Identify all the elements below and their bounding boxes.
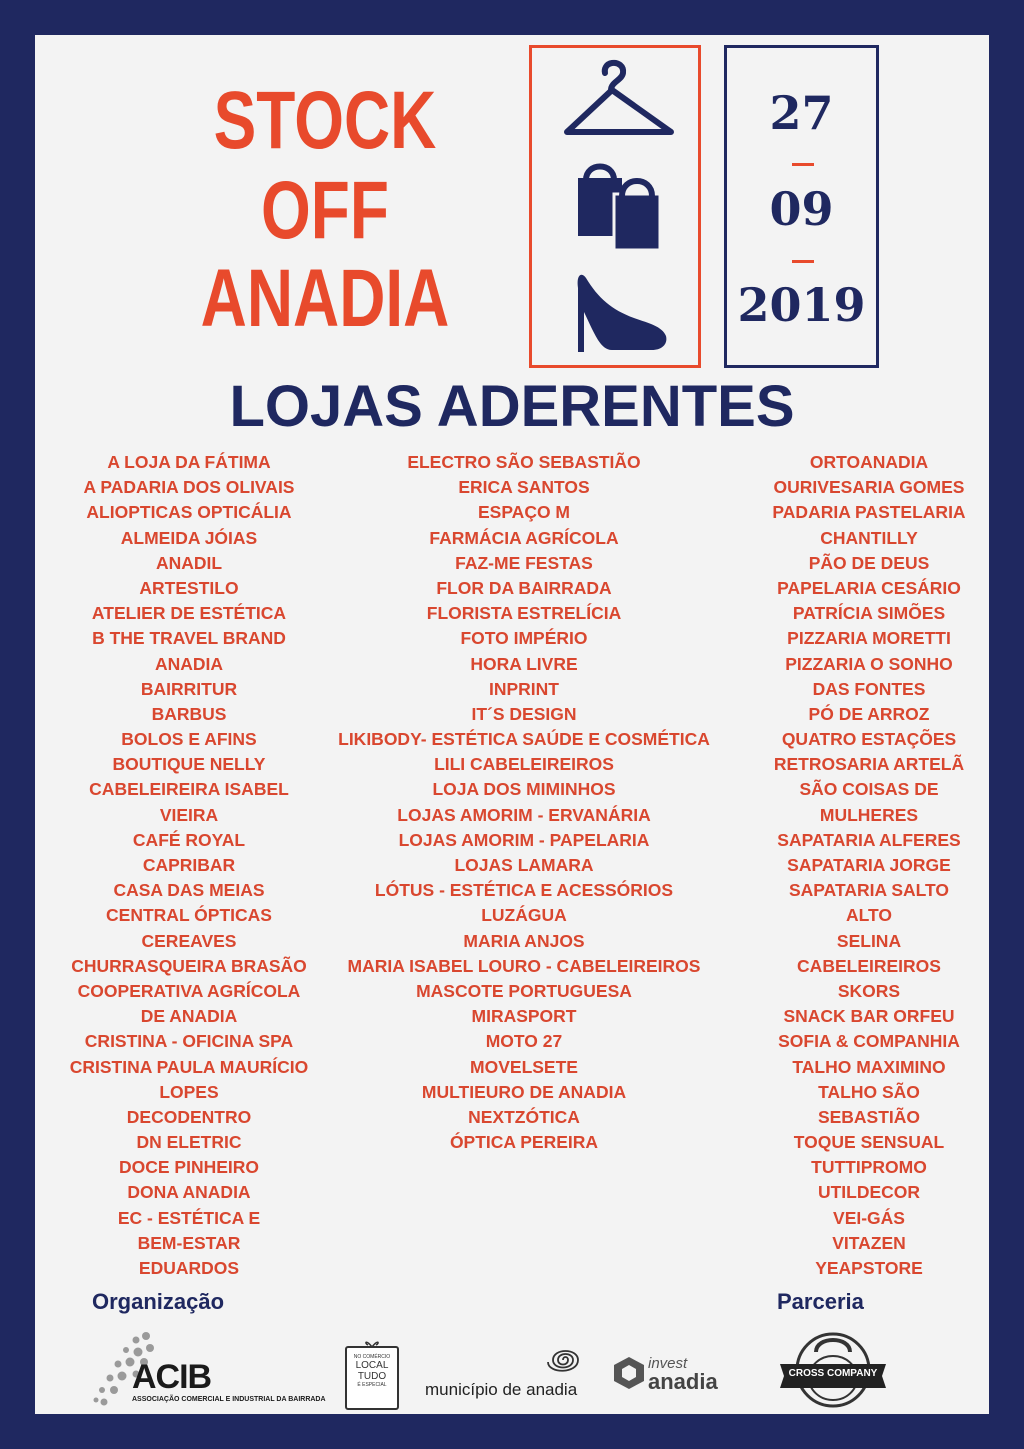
store-item: CRISTINA PAULA MAURÍCIO — [69, 1056, 309, 1077]
store-item: CABELEIREIROS — [797, 955, 941, 976]
store-item: EC - ESTÉTICA E — [117, 1207, 261, 1228]
store-item: LOPES — [159, 1081, 219, 1102]
date-separator — [792, 163, 814, 166]
store-item: PÃO DE DEUS — [808, 552, 930, 573]
date-month: 09 — [769, 182, 834, 236]
title-line-2: OFF — [261, 165, 389, 256]
store-item: BEM-ESTAR — [137, 1232, 241, 1253]
date-day: 27 — [769, 86, 834, 140]
store-item: SNACK BAR ORFEU — [783, 1006, 955, 1027]
store-item: DOCE PINHEIRO — [118, 1157, 260, 1178]
store-item: LILI CABELEIREIROS — [434, 754, 614, 775]
store-item: LIKIBODY- ESTÉTICA SAÚDE E COSMÉTICA — [338, 729, 710, 750]
date-year: 2019 — [737, 278, 866, 332]
store-item: SOFIA & COMPANHIA — [778, 1031, 960, 1052]
shopping-bags-icon — [578, 167, 660, 251]
invest-word: invest — [648, 1355, 688, 1372]
cross-company-name: CROSS COMPANY — [788, 1368, 878, 1379]
high-heel-shoe-icon — [578, 275, 667, 352]
store-item: SAPATARIA ALFERES — [777, 829, 961, 850]
icon-panel — [529, 45, 701, 368]
store-item: EDUARDOS — [138, 1258, 240, 1278]
store-item: VIEIRA — [159, 804, 219, 825]
acib-subtitle: ASSOCIAÇÃO COMERCIAL E INDUSTRIAL DA BAIRRADA — [132, 1396, 326, 1403]
store-item: BOUTIQUE NELLY — [112, 754, 266, 775]
store-item: SELINA — [836, 930, 902, 951]
acib-logo — [92, 1330, 332, 1408]
store-item: ELECTRO SÃO SEBASTIÃO — [407, 452, 641, 472]
store-item: VITAZEN — [832, 1232, 906, 1253]
store-item: PIZZARIA O SONHO — [785, 653, 953, 674]
store-item: DECODENTRO — [126, 1106, 252, 1127]
store-item: TOQUE SENSUAL — [793, 1132, 945, 1153]
store-item: B THE TRAVEL BRAND — [92, 628, 286, 649]
store-item: IT´S DESIGN — [471, 703, 577, 724]
invest-anadia-logo — [612, 1355, 727, 1400]
store-item: ANADIL — [155, 552, 223, 573]
store-item: MARIA ISABEL LOURO - CABELEIREIROS — [347, 955, 701, 976]
store-item: MULHERES — [819, 804, 919, 825]
store-item: OURIVESARIA GOMES — [773, 477, 965, 498]
store-item: TUTTIPROMO — [811, 1157, 927, 1178]
store-item: MASCOTE PORTUGUESA — [416, 980, 632, 1001]
store-item: PIZZARIA MORETTI — [787, 628, 951, 649]
cube-icon — [612, 1355, 646, 1391]
store-item: ATELIER DE ESTÉTICA — [91, 603, 287, 624]
store-item: A PADARIA DOS OLIVAIS — [83, 477, 295, 498]
hanger-icon — [567, 63, 671, 132]
store-item: SAPATARIA SALTO — [788, 880, 950, 901]
store-item: DONA ANADIA — [127, 1182, 251, 1203]
local-tag-line4: É ESPECIAL — [357, 1382, 387, 1388]
store-item: ALMEIDA JÓIAS — [120, 527, 258, 548]
store-item: CHURRASQUEIRA BRASÃO — [71, 955, 307, 976]
store-item: ERICA SANTOS — [458, 477, 590, 498]
store-item: BOLOS E AFINS — [121, 729, 257, 750]
store-item: ÓPTICA PEREIRA — [449, 1132, 599, 1153]
local-tag-line3: TUDO — [357, 1371, 387, 1382]
store-item: CAFÉ ROYAL — [132, 829, 246, 850]
store-item: SKORS — [837, 980, 901, 1001]
acib-name: ACIB — [132, 1358, 212, 1396]
store-item: MOVELSETE — [470, 1056, 578, 1077]
store-item: MULTIEURO DE ANADIA — [421, 1081, 627, 1102]
store-item: INPRINT — [489, 678, 559, 699]
store-item: FLOR DA BAIRRADA — [436, 577, 612, 598]
date-panel — [724, 45, 879, 368]
store-item: PAPELARIA CESÁRIO — [777, 577, 961, 598]
spiral-icon — [540, 1340, 586, 1380]
store-item: MOTO 27 — [485, 1031, 563, 1052]
store-item: DE ANADIA — [140, 1006, 238, 1027]
store-item: CAPRIBAR — [142, 855, 236, 875]
ribbon-icon — [364, 1339, 380, 1347]
store-item: ALIOPTICAS OPTICÁLIA — [86, 502, 292, 523]
store-item: UTILDECOR — [817, 1182, 921, 1203]
store-item: CHANTILLY — [820, 527, 918, 548]
store-item: PADARIA PASTELARIA — [772, 502, 966, 523]
store-item: YEAPSTORE — [815, 1258, 923, 1278]
store-item: MIRASPORT — [471, 1006, 577, 1027]
date-separator — [792, 260, 814, 263]
store-item: CRISTINA - OFICINA SPA — [84, 1031, 294, 1052]
store-item: ESPAÇO M — [477, 502, 571, 523]
store-item: HORA LIVRE — [470, 653, 578, 674]
stores-column-1 — [44, 450, 334, 1281]
cross-company-logo — [778, 1330, 888, 1410]
store-item: NEXTZÓTICA — [468, 1106, 580, 1127]
store-item: SAPATARIA JORGE — [787, 855, 951, 875]
store-item: PÓ DE ARROZ — [808, 703, 930, 724]
store-item: MARIA ANJOS — [463, 930, 585, 951]
title-line-1: STOCK — [213, 75, 437, 166]
store-item: SEBASTIÃO — [817, 1106, 921, 1127]
store-item: LUZÁGUA — [481, 905, 567, 926]
store-item: DN ELETRIC — [136, 1132, 242, 1153]
store-item: RETROSARIA ARTELÃ — [773, 754, 965, 775]
store-item: CABELEIREIRA ISABEL — [89, 779, 289, 800]
store-item: BAIRRITUR — [140, 678, 238, 699]
store-item: QUATRO ESTAÇÕES — [781, 729, 957, 750]
store-item: TALHO MAXIMINO — [792, 1056, 946, 1077]
store-item: CENTRAL ÓPTICAS — [106, 905, 272, 926]
store-item: LOJA DOS MIMINHOS — [432, 779, 616, 800]
parceria-label: Parceria — [777, 1289, 864, 1314]
local-tag-line1: NO COMÉRCIO — [353, 1354, 391, 1360]
municipio-name: município de anadia — [425, 1380, 578, 1399]
municipio-logo — [425, 1340, 595, 1402]
store-item: PATRÍCIA SIMÕES — [792, 603, 946, 624]
store-item: FAZ-ME FESTAS — [455, 552, 593, 573]
store-item: TALHO SÃO — [818, 1081, 920, 1102]
store-item: FLORISTA ESTRELÍCIA — [426, 603, 622, 624]
icon-panel-art — [532, 48, 698, 365]
store-item: CEREAVES — [141, 930, 237, 951]
store-item: A LOJA DA FÁTIMA — [107, 452, 271, 472]
store-item: LOJAS AMORIM - ERVANÁRIA — [397, 804, 651, 825]
store-item: ANADIA — [154, 653, 224, 674]
store-item: LOJAS AMORIM - PAPELARIA — [398, 829, 650, 850]
store-item: COOPERATIVA AGRÍCOLA — [77, 980, 301, 1001]
store-item: FARMÁCIA AGRÍCOLA — [429, 527, 619, 548]
store-item: ORTOANADIA — [809, 452, 929, 472]
store-item: CASA DAS MEIAS — [113, 880, 265, 901]
title-line-3: ANADIA — [200, 253, 450, 344]
store-item: LÓTUS - ESTÉTICA E ACESSÓRIOS — [374, 880, 674, 901]
local-tag-logo — [345, 1346, 399, 1410]
store-item: BARBUS — [151, 703, 227, 724]
store-item: ARTESTILO — [139, 577, 239, 598]
anadia-word: anadia — [648, 1369, 718, 1394]
store-item: DAS FONTES — [812, 678, 926, 699]
organizacao-label: Organização — [92, 1289, 225, 1314]
store-item: VEI-GÁS — [833, 1207, 905, 1228]
store-item: LOJAS LAMARA — [454, 855, 594, 875]
local-tag-line2: LOCAL — [355, 1360, 389, 1371]
store-item: FOTO IMPÉRIO — [460, 628, 588, 649]
stores-heading: LOJAS ADERENTES — [229, 374, 795, 439]
stores-column-2 — [314, 450, 734, 1155]
stores-column-3 — [744, 450, 994, 1281]
store-item: SÃO COISAS DE — [799, 779, 939, 800]
store-item: ALTO — [845, 905, 892, 926]
